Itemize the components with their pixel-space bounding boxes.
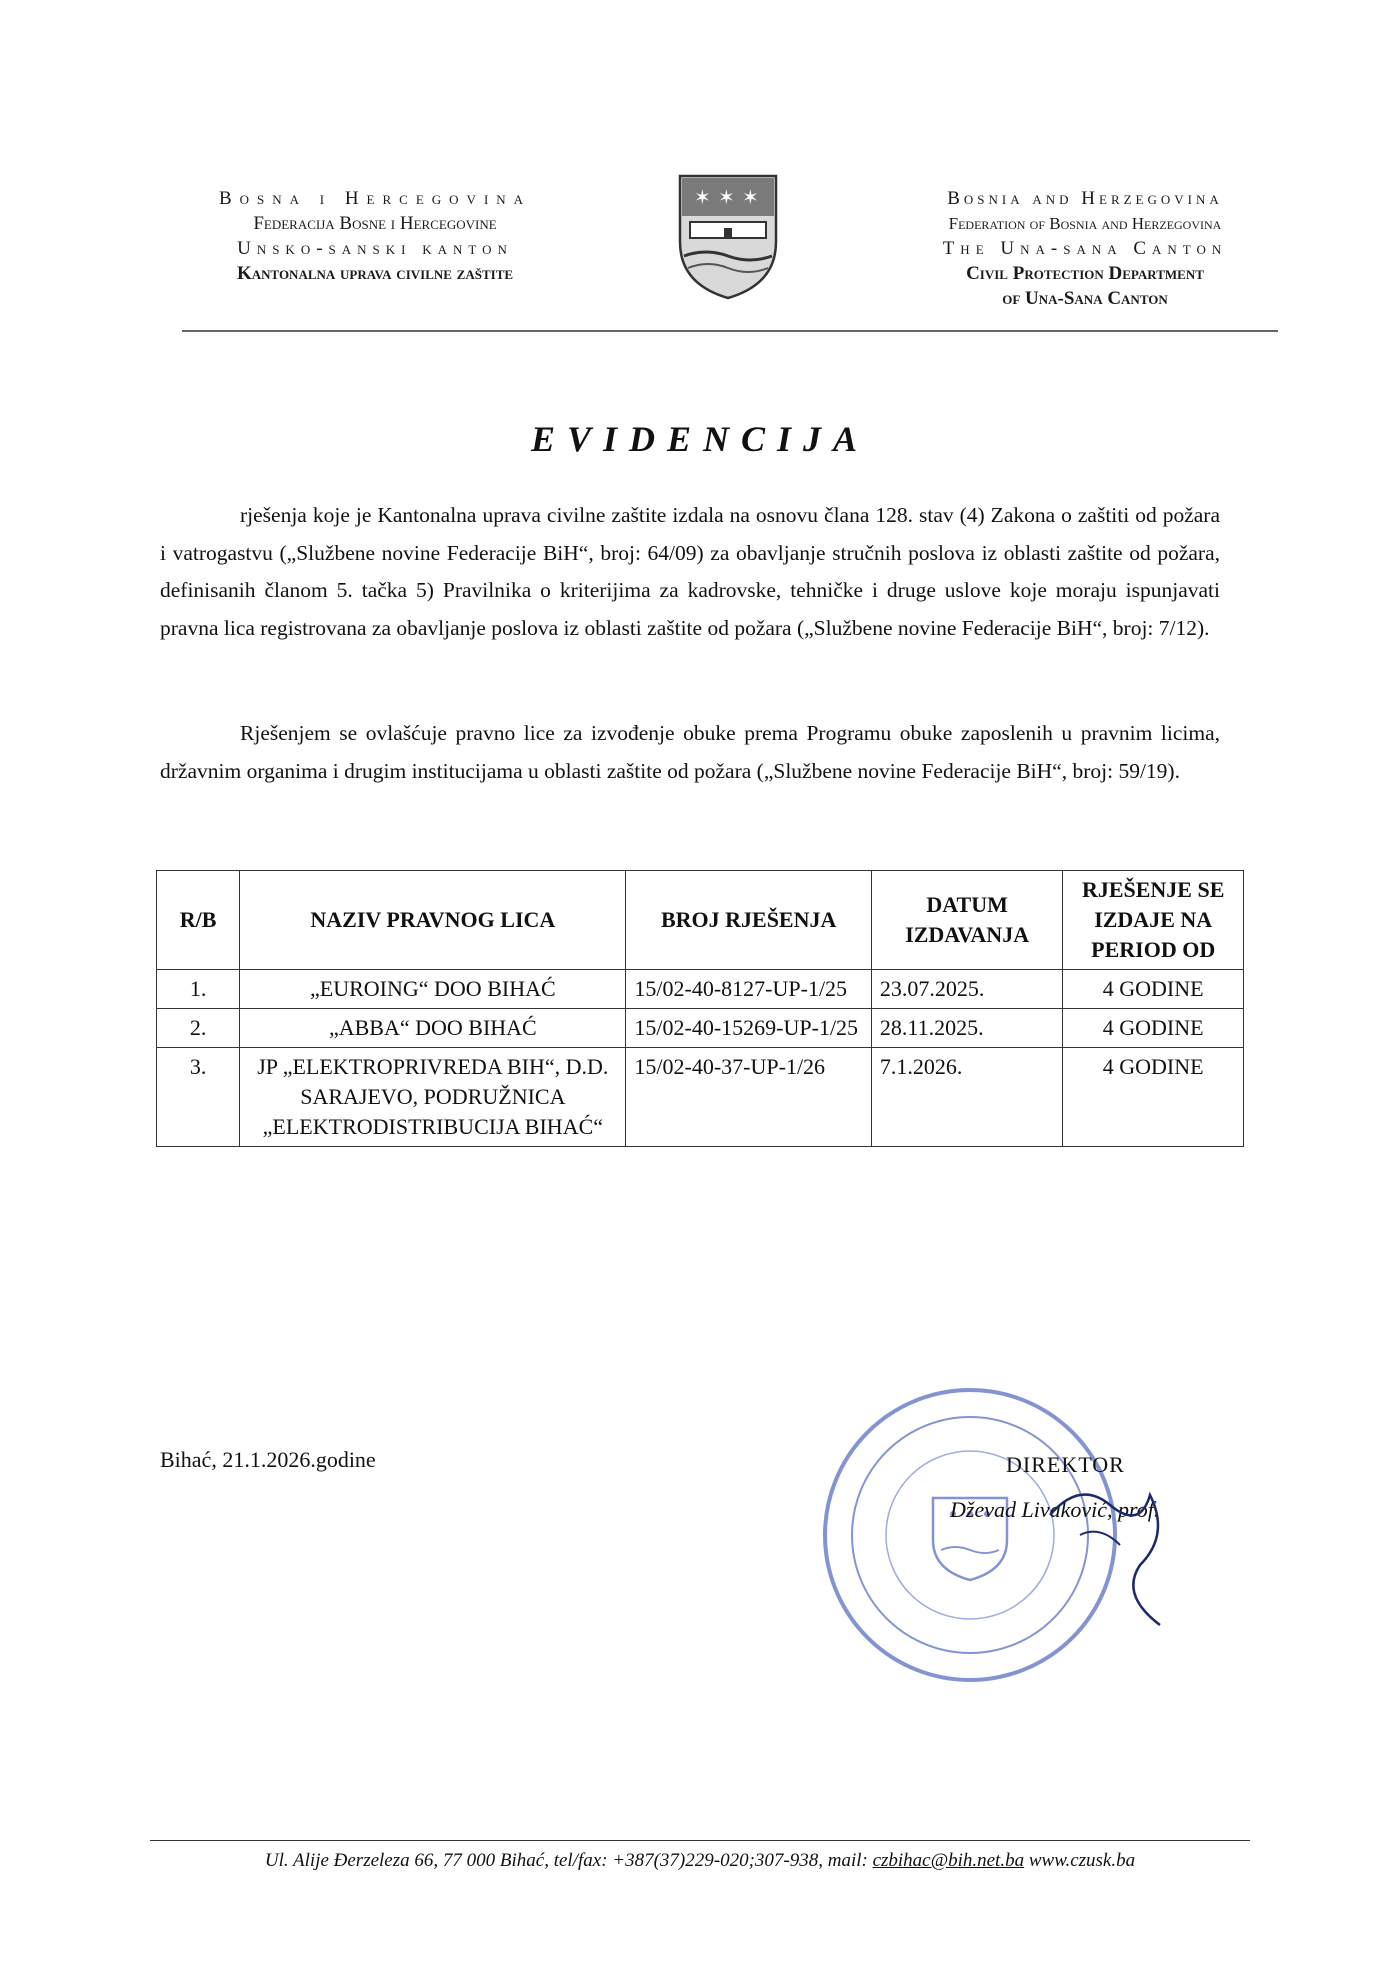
cell-number: 15/02-40-8127-UP-1/25: [626, 970, 872, 1009]
coat-of-arms-icon: [676, 172, 780, 302]
cell-name: „EUROING“ DOO BIHAĆ: [240, 970, 626, 1009]
cell-date: 23.07.2025.: [871, 970, 1062, 1009]
header-left-line-2: Federacija Bosne i Hercegovine: [253, 213, 497, 234]
col-header-rb: R/B: [157, 871, 240, 970]
header-left-block: [150, 186, 600, 286]
col-header-number: BROJ RJEŠENJA: [626, 871, 872, 970]
svg-text:✶: ✶: [718, 185, 735, 209]
authorization-paragraph: Rješenjem se ovlašćuje pravno lice za izvođenje obuke prema Programu obuke zaposlenih u pravnim licima, državnim organima i drugim institucijama u oblasti zaštite od požara („Službene novine Federacije BiH“, broj: 59/19).: [160, 721, 1220, 783]
cell-name: „ABBA“ DOO BIHAĆ: [240, 1009, 626, 1048]
header-left-line-3: Unsko-sanski kanton: [237, 238, 513, 259]
footer-address: Ul. Alije Đerzeleza 66, 77 000 Bihać, tel/fax: +387(37)229-020;307-938, mail:: [264, 1850, 873, 1871]
header-left-line-4: Kantonalna uprava civilne zaštite: [236, 263, 514, 284]
records-table: [156, 870, 1244, 1147]
cell-period: 4 GODINE: [1063, 1009, 1244, 1048]
footer-email-link[interactable]: czbihac@bih.net.ba: [872, 1850, 1025, 1871]
header-divider: [182, 330, 1278, 332]
header-left-line-1: Bosna i Hercegovina: [218, 188, 532, 209]
header-right-block: [880, 186, 1290, 311]
handwritten-signature-icon: [1020, 1475, 1190, 1635]
place-and-date: Bihać, 21.1.2026.godine: [160, 1447, 376, 1472]
cell-number: 15/02-40-15269-UP-1/25: [626, 1009, 872, 1048]
cell-number: 15/02-40-37-UP-1/26: [626, 1048, 872, 1147]
document-title: EVIDENCIJA: [530, 419, 870, 459]
col-header-period: RJEŠENJE SE IZDAJE NA PERIOD OD: [1063, 871, 1244, 970]
col-header-date: DATUM IZDAVANJA: [871, 871, 1062, 970]
header-right-line-4: Civil Protection Department: [966, 263, 1204, 284]
header-right-line-2: Federation of Bosnia and Herzegovina: [948, 214, 1222, 233]
table-row: [157, 970, 1244, 1009]
table-header-row: [157, 871, 1244, 970]
signatory-title: DIREKTOR: [1006, 1452, 1125, 1477]
cell-date: 7.1.2026.: [871, 1048, 1062, 1147]
table-row: [157, 1048, 1244, 1147]
header-right-line-5: of Una-Sana Canton: [1002, 288, 1168, 309]
svg-text:✶: ✶: [742, 185, 759, 209]
cell-date: 28.11.2025.: [871, 1009, 1062, 1048]
cell-period: 4 GODINE: [1063, 1048, 1244, 1147]
cell-rb: 2.: [157, 1009, 240, 1048]
col-header-name: NAZIV PRAVNOG LICA: [240, 871, 626, 970]
cell-period: 4 GODINE: [1063, 970, 1244, 1009]
footer-website-link[interactable]: www.czusk.ba: [1024, 1850, 1136, 1871]
table-row: [157, 1009, 1244, 1048]
cell-rb: 1.: [157, 970, 240, 1009]
footer-divider: [150, 1840, 1250, 1841]
cell-rb: 3.: [157, 1048, 240, 1147]
signatory-name: Dževad Livaković, prof.: [950, 1497, 1160, 1522]
header-right-line-1: Bosnia and Herzegovina: [947, 188, 1223, 209]
header-right-line-3: The Una-sana Canton: [942, 238, 1228, 259]
footer-contact: [150, 1850, 1250, 1872]
cell-name: JP „ELEKTROPRIVREDA BIH“, D.D. SARAJEVO, PODRUŽNICA „ELEKTRODISTRIBUCIJA BIHAĆ“: [240, 1048, 626, 1147]
svg-text:✶: ✶: [694, 185, 711, 209]
intro-paragraph: rješenja koje je Kantonalna uprava civilne zaštite izdala na osnovu člana 128. stav (4) Zakona o zaštiti od požara i vatrogastvu („Službene novine Federacije BiH“, broj: 64/09) za obavljanje stručnih poslova iz oblasti zaštite od požara, definisanih članom 5. tačka 5) Pravilnika o kriterijima za kadrovske, tehničke i druge uslove koje moraju ispunjavati pravna lica registrovana za obavljanje poslova iz oblasti zaštite od požara („Službene novine Federacije BiH“, broj: 7/12).: [160, 503, 1220, 640]
